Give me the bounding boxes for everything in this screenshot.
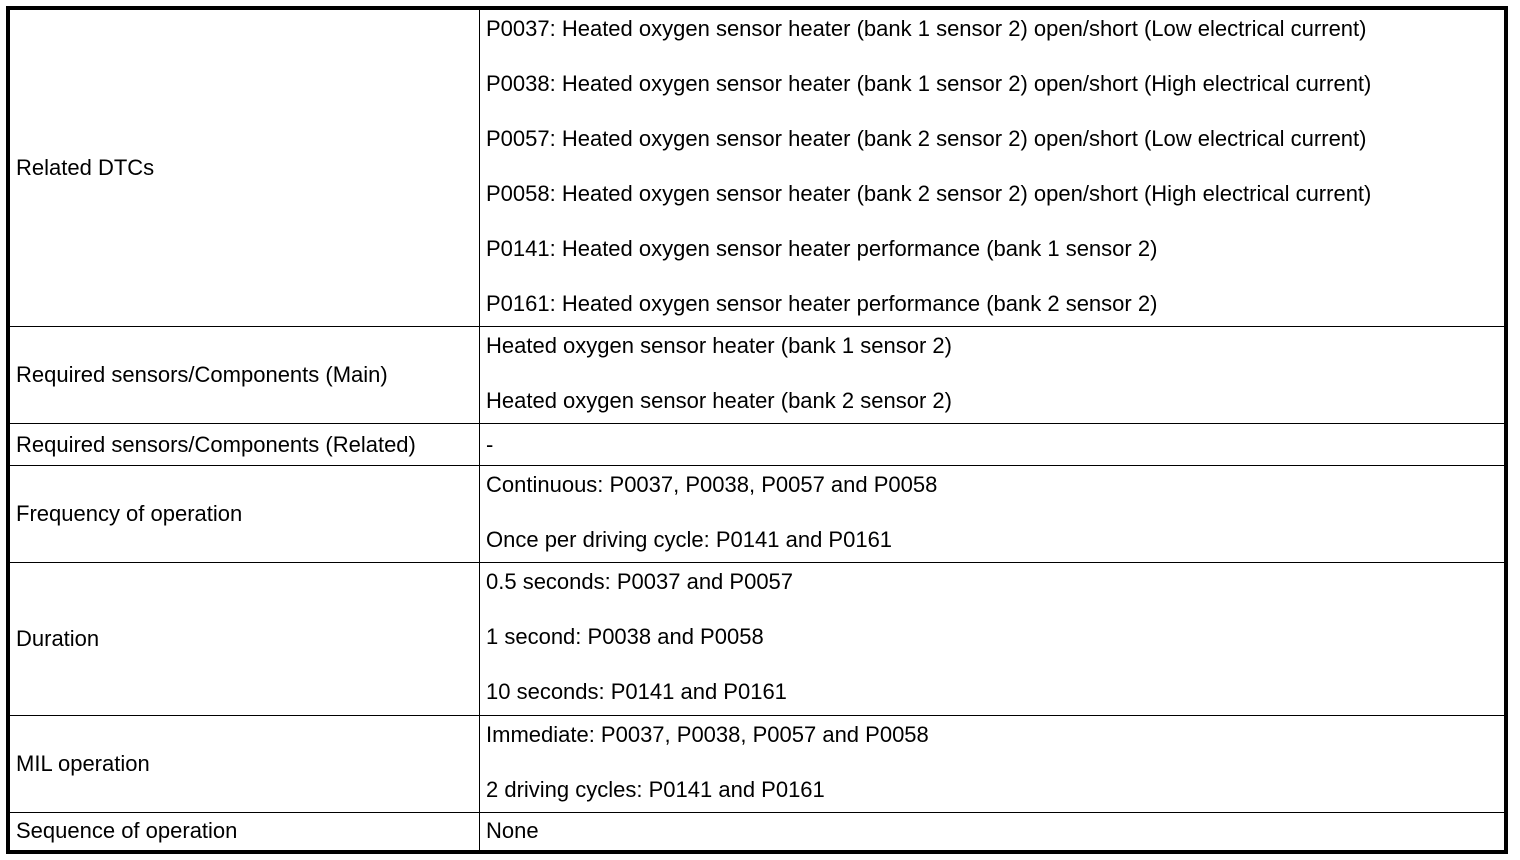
value-line: P0037: Heated oxygen sensor heater (bank 1 sensor 2) open/short (Low electrical current) bbox=[486, 16, 1367, 41]
value-line: P0057: Heated oxygen sensor heater (bank 2 sensor 2) open/short (Low electrical current) bbox=[486, 126, 1367, 151]
row-label: Frequency of operation bbox=[10, 466, 480, 563]
value-line: P0161: Heated oxygen sensor heater performance (bank 2 sensor 2) bbox=[486, 291, 1158, 316]
row-value-cell: None bbox=[480, 812, 1505, 850]
value-line: P0141: Heated oxygen sensor heater performance (bank 1 sensor 2) bbox=[486, 236, 1158, 261]
row-label: MIL operation bbox=[10, 715, 480, 812]
table-row-mil-operation bbox=[10, 715, 1505, 812]
table-row-frequency bbox=[10, 466, 1505, 563]
table-row-required-related bbox=[10, 423, 1505, 465]
row-value-cell bbox=[480, 563, 1505, 715]
row-label: Required sensors/Components (Main) bbox=[10, 326, 480, 423]
value-line: Heated oxygen sensor heater (bank 2 sensor 2) bbox=[486, 387, 952, 413]
row-label: Required sensors/Components (Related) bbox=[10, 423, 480, 465]
value-line: Continuous: P0037, P0038, P0057 and P0058 bbox=[486, 472, 938, 498]
value-line: 0.5 seconds: P0037 and P0057 bbox=[486, 569, 794, 595]
table-row-duration bbox=[10, 563, 1505, 715]
monitor-description-table bbox=[6, 6, 1508, 854]
row-value-cell bbox=[480, 715, 1505, 812]
table-row-related-dtcs bbox=[10, 10, 1505, 327]
value-line: Heated oxygen sensor heater (bank 1 sensor 2) bbox=[486, 332, 952, 358]
value-line: 1 second: P0038 and P0058 bbox=[486, 624, 764, 650]
row-label: Related DTCs bbox=[10, 10, 480, 327]
value-line: 2 driving cycles: P0141 and P0161 bbox=[486, 776, 825, 802]
row-value-cell: - bbox=[480, 423, 1505, 465]
value-line: P0058: Heated oxygen sensor heater (bank 2 sensor 2) open/short (High electrical current) bbox=[486, 181, 1372, 206]
row-label: Sequence of operation bbox=[10, 812, 480, 850]
value-line: Immediate: P0037, P0038, P0057 and P0058 bbox=[486, 721, 929, 747]
row-label: Duration bbox=[10, 563, 480, 715]
table bbox=[9, 9, 1505, 851]
row-value-cell bbox=[480, 10, 1505, 327]
row-value-cell bbox=[480, 466, 1505, 563]
row-value-cell bbox=[480, 326, 1505, 423]
table-row-sequence bbox=[10, 812, 1505, 850]
value-line: Once per driving cycle: P0141 and P0161 bbox=[486, 527, 893, 553]
value-line: 10 seconds: P0141 and P0161 bbox=[486, 679, 787, 705]
table-row-required-main bbox=[10, 326, 1505, 423]
value-line: P0038: Heated oxygen sensor heater (bank 1 sensor 2) open/short (High electrical current) bbox=[486, 71, 1372, 96]
